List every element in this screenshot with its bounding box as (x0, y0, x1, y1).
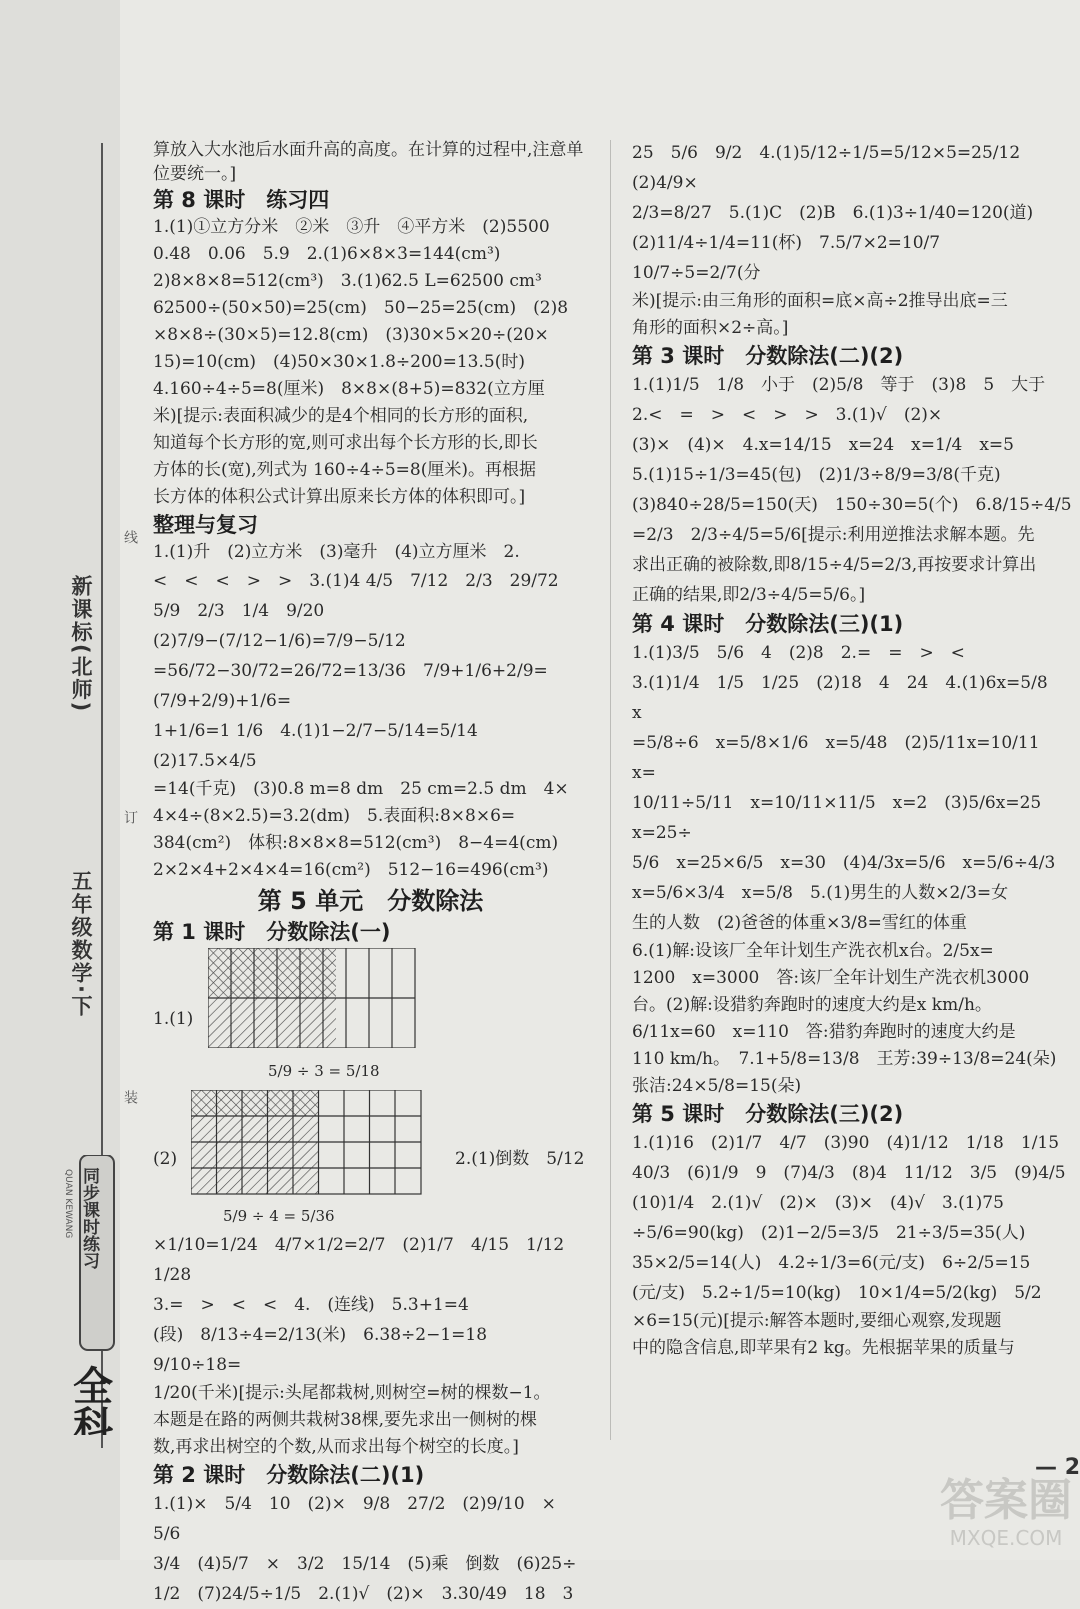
ans-l8-7: 米)[提示:表面积减少的是4个相同的长方形的面积, (153, 406, 529, 426)
column-divider (610, 140, 611, 1440)
ans-l8-5: 15)=10(cm) (4)50×30×1.8÷200=13.5(时) (153, 352, 525, 372)
heading-lesson5: 第 5 课时 分数除法(三)(2) (632, 1102, 904, 1126)
ans-r4-3: 10/11÷5/11 x=10/11×11/5 x=2 (3)5/6x=25 x=25÷ (632, 793, 1059, 843)
ans-lz-7: 384(cm²) 体积:8×8×8=512(cm³) 8−4=4(cm) (153, 833, 559, 853)
ans-l1-5: 数,再求出树空的个数,从而求出每个树空的长度。] (153, 1437, 519, 1457)
ans-lz-6: 4×4÷(8×2.5)=3.2(dm) 5.表面积:8×8×6= (153, 806, 516, 826)
ans-r3-0: 1.(1)1/5 1/8 小于 (2)5/8 等于 (3)8 5 大于 (632, 375, 1046, 395)
ans-lz-1: < < < > > 3.(1)4 4/5 7/12 2/3 29/72 (153, 571, 559, 591)
ans-r3-4: (3)840÷28/5=150(天) 150÷30=5(个) 6.8/15÷4/5 (632, 495, 1072, 515)
ans-l2-1: 3/4 (4)5/7 × 3/2 15/14 (5)乘 倒数 (6)25÷ (153, 1554, 577, 1574)
ans-lz-4: 1+1/6=1 1/6 4.(1)1−2/7−5/14=5/14 (2)17.5×4/5 (153, 721, 495, 771)
ans-lz-5: =14(千克) (3)0.8 m=8 dm 25 cm=2.5 dm 4× (153, 779, 569, 799)
ans-r5-1: 40/3 (6)1/9 9 (7)4/3 (8)4 11/12 3/5 (9)4/5 (632, 1163, 1066, 1183)
brand-name: 全科王 (66, 1365, 114, 1435)
ans-r4-12: 张洁:24×5/8=15(朵) (632, 1076, 802, 1096)
binding-mark-line: 线 (122, 530, 138, 544)
heading-lesson4: 第 4 课时 分数除法(三)(1) (632, 612, 904, 636)
ans-r3-7: 正确的结果,即2/3÷4/5=5/6。] (632, 585, 866, 605)
ans-r5-0: 1.(1)16 (2)1/7 4/7 (3)90 (4)1/12 1/18 1/15 (632, 1133, 1060, 1153)
ans-l8-2: 2)8×8×8=512(cm³) 3.(1)62.5 L=62500 cm³ (153, 271, 542, 291)
unit-title: 第 5 单元 分数除法 (257, 887, 484, 915)
ans-r4-7: 6.(1)解:设该厂全年计划生产洗衣机x台。2/5x= (632, 941, 994, 961)
ans-r3-1: 2.< = > < > > 3.(1)√ (2)× (632, 405, 943, 425)
ans-r4-5: x=5/6×3/4 x=5/8 5.(1)男生的人数×2/3=女 (632, 883, 1009, 903)
grid-figure-1 (208, 948, 418, 1048)
ans-r4-11: 110 km/h。 7.1+5/8=13/8 王芳:39÷13/8=24(朵) (632, 1049, 1057, 1069)
ans-r0-2: (2)11/4÷1/4=11(杯) 7.5/7×2=10/7 10/7÷5=2/7(分 (632, 233, 958, 283)
ans-l1-4: 本题是在路的两侧共栽树38棵,要先求出一侧树的棵 (153, 1410, 538, 1430)
ans-l1-3: 1/20(千米)[提示:头尾都栽树,则树空=树的棵数−1。 (153, 1383, 551, 1403)
ans-r4-2: =5/8÷6 x=5/8×1/6 x=5/48 (2)5/11x=10/11 x= (632, 733, 1057, 783)
ans-l8-8: 知道每个长方形的宽,则可求出每个长方形的长,即长 (153, 433, 538, 453)
book-title: 五年级数学·下 (69, 870, 93, 1018)
binding-mark-staple: 订 (122, 810, 138, 824)
page-number: — 2 (1035, 1455, 1080, 1480)
ans-l8-4: ×8×8÷(30×5)=12.8(cm) (3)30×5×20÷(20× (153, 325, 549, 345)
brand-logo (58, 1155, 118, 1435)
ans-r4-8: 1200 x=3000 答:该厂全年计划生产洗衣机3000 (632, 968, 1030, 988)
ans-r5-4: 35×2/5=14(人) 4.2÷1/3=6(元/支) 6÷2/5=15 (632, 1253, 1031, 1273)
brand-pinyin: QUAN KEWANG (63, 1169, 73, 1239)
figure-2-label: (2) (153, 1149, 178, 1169)
heading-lesson1: 第 1 课时 分数除法(一) (153, 920, 391, 944)
brand-sub: 同步课时练习 (79, 1167, 99, 1269)
ans-r0-0: 25 5/6 9/2 4.(1)5/12÷1/5=5/12×5=25/12 (2)4/9× (632, 143, 1038, 193)
ans-r5-3: ÷5/6=90(kg) (2)1−2/5=3/5 21÷3/5=35(人) (632, 1223, 1026, 1243)
ans-r4-4: 5/6 x=25×6/5 x=30 (4)4/3x=5/6 x=5/6÷4/3 (632, 853, 1056, 873)
ans-l1-2: (段) 8/13÷4=2/13(米) 6.38÷2−1=18 9/10÷18= (153, 1325, 505, 1375)
ans-r0-3: 米)[提示:由三角形的面积=底×高÷2推导出底=三 (632, 291, 1008, 311)
ans-r4-6: 生的人数 (2)爸爸的体重×3/8=雪红的体重 (632, 913, 967, 933)
ans-l2-0: 1.(1)× 5/4 10 (2)× 9/8 27/2 (2)9/10 × 5/6 (153, 1494, 573, 1544)
heading-lesson3: 第 3 课时 分数除法(二)(2) (632, 344, 904, 368)
ans-l2-2: 1/2 (7)24/5÷1/5 2.(1)√ (2)× 3.30/49 18 3 (153, 1584, 574, 1604)
ans-l8-9: 方体的长(宽),列式为 160÷4÷5=8(厘米)。再根据 (153, 460, 536, 480)
ans-l8-1: 0.48 0.06 5.9 2.(1)6×8×3=144(cm³) (153, 244, 501, 264)
figure-2-side-answer: 2.(1)倒数 5/12 (455, 1149, 585, 1169)
ans-r4-10: 6/11x=60 x=110 答:猎豹奔跑时的速度大约是 (632, 1022, 1016, 1042)
ans-r3-2: (3)× (4)× 4.x=14/15 x=24 x=1/4 x=5 (632, 435, 1014, 455)
figure-2 (153, 1088, 588, 1230)
ans-lz-2: 5/9 2/3 1/4 9/20 (2)7/9−(7/12−1/6)=7/9−5/12 (153, 601, 406, 651)
ans-r5-5: (元/支) 5.2÷1/5=10(kg) 10×1/4=5/2(kg) 5/2 (632, 1283, 1042, 1303)
ans-r4-0: 1.(1)3/5 5/6 4 (2)8 2.= = > < (632, 643, 965, 663)
ans-r0-1: 2/3=8/27 5.(1)C (2)B 6.(1)3÷1/40=120(道) (632, 203, 1034, 223)
ans-l8-3: 62500÷(50×50)=25(cm) 50−25=25(cm) (2)8 (153, 298, 569, 318)
grid-figure-2 (191, 1090, 423, 1195)
ans-l8-0: 1.(1)①立方分米 ②米 ③升 ④平方米 (2)5500 (153, 217, 550, 237)
ans-l1-0: ×1/10=1/24 4/7×1/2=2/7 (2)1/7 4/15 1/12 1/28 (153, 1235, 582, 1285)
ans-r0-4: 角形的面积×2÷高。] (632, 318, 789, 338)
ans-lz-3: =56/72−30/72=26/72=13/36 7/9+1/6+2/9=(7/9+2/9)+1/6= (153, 661, 548, 711)
series-label: 新课标(北师) (69, 575, 93, 714)
figure-1 (153, 946, 588, 1088)
heading-lesson8: 第 8 课时 练习四 (153, 188, 330, 212)
heading-lesson2: 第 2 课时 分数除法(二)(1) (153, 1463, 425, 1487)
ans-l8-10: 长方体的体积公式计算出原来长方体的体积即可。] (153, 487, 526, 507)
left-column (153, 138, 588, 1609)
ans-r3-6: 求出正确的被除数,即8/15÷4/5=2/3,再按要求计算出 (632, 555, 1037, 575)
ans-r5-2: (10)1/4 2.(1)√ (2)× (3)× (4)√ 3.(1)75 (632, 1193, 1004, 1213)
binding-mark-bind: 装 (122, 1090, 138, 1104)
brand-logo-graphic (58, 1155, 118, 1435)
watermark-url: MXQE.COM (949, 1526, 1063, 1550)
right-column (632, 138, 1072, 1362)
ans-r3-5: =2/3 2/3÷4/5=5/6[提示:利用逆推法求解本题。先 (632, 525, 1035, 545)
ans-r4-9: 台。(2)解:设猎豹奔跑时的速度大约是x km/h。 (632, 995, 992, 1015)
ans-r4-1: 3.(1)1/4 1/5 1/25 (2)18 4 24 4.(1)6x=5/8 x (632, 673, 1065, 723)
ans-r5-6: ×6=15(元)[提示:解答本题时,要细心观察,发现题 (632, 1311, 1002, 1331)
ans-r3-3: 5.(1)15÷1/3=45(包) (2)1/3÷8/9=3/8(千克) (632, 465, 1001, 485)
ans-lz-8: 2×2×4+2×4×4=16(cm²) 512−16=496(cm³) (153, 860, 549, 880)
heading-review: 整理与复习 (153, 513, 258, 537)
figure-1-label: 1.(1) (153, 1009, 194, 1029)
site-watermark (940, 1476, 1072, 1550)
book-spine (0, 0, 120, 1560)
figure-2-caption: 5/9 ÷ 4 = 5/36 (223, 1207, 335, 1225)
figure-1-caption: 5/9 ÷ 3 = 5/18 (268, 1062, 380, 1080)
watermark-title: 答案圈 (940, 1475, 1072, 1526)
ans-l1-1: 3.= > < < 4. (连线) 5.3+1=4 (153, 1295, 469, 1315)
ans-l8-6: 4.160÷4÷5=8(厘米) 8×8×(8+5)=832(立方厘 (153, 379, 545, 399)
ans-lz-0: 1.(1)升 (2)立方米 (3)毫升 (4)立方厘米 2. (153, 542, 520, 562)
carryover-text: 算放入大水池后水面升高的高度。在计算的过程中,注意单位要统一。] (153, 140, 584, 184)
ans-r5-7: 中的隐含信息,即苹果有2 kg。先根据苹果的质量与 (632, 1338, 1015, 1358)
